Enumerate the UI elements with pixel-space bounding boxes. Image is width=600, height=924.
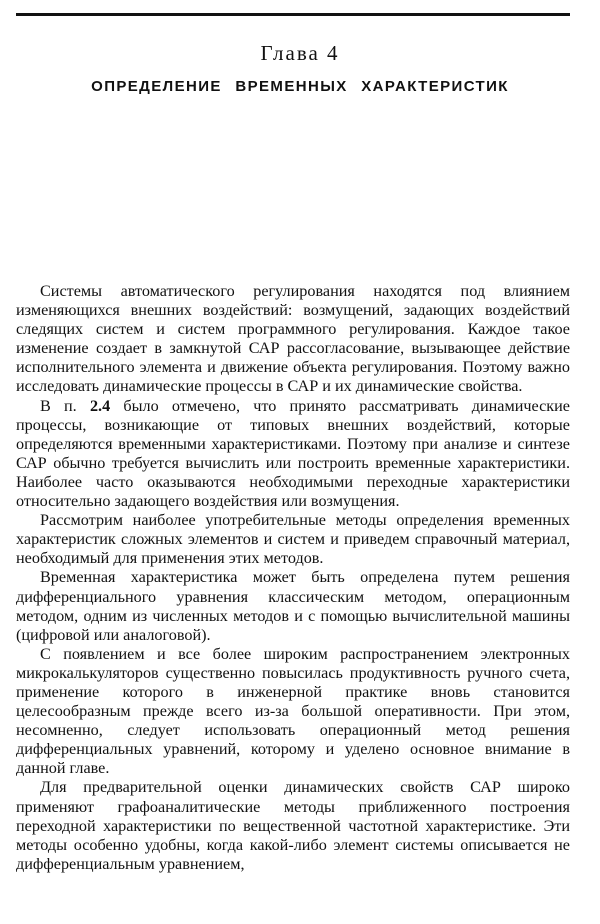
paragraph-4: Временная характеристика может быть определена путем решения дифференциального уравнения классическим методом, операционным методом, одним из численных методов и с помощью вычислительной машины (цифровой или аналоговой). [16, 568, 570, 644]
paragraph-2 [16, 397, 570, 512]
paragraph-2-text: было отмечено, что принято рассматривать динамические процессы, возникающие от типовых внешних воздействий, которые определяются временными характеристиками. Поэтому при анализе и синтезе САР обычно требуется вычислить или построить временные характеристики. Наиболее часто оказываются необходимыми переходные характеристики относительно задающего воздействия или возмущения. [16, 396, 570, 511]
paragraph-1: Системы автоматического регулирования находятся под влиянием изменяющихся внешних воздействий: возмущений, задающих воздействий следящих систем и систем программного регулирования. Каждое такое изменение создает в замкнутой САР рассогласование, вызывающее действие исполнительного элемента и движение объекта регулирования. Поэтому важно исследовать динамические процессы в САР и их динамические свойства. [16, 282, 570, 396]
paragraph-2-prefix: В п. [40, 396, 90, 415]
paragraph-5: С появлением и все более широким распространением электронных микрокалькуляторов существенно повысилась продуктивность ручного счета, применение которого в инженерной практике вновь становится целесообразным прежде всего из-за большой оперативности. При этом, несомненно, следует использовать операционный метод решения дифференциальных уравнений, которому и уделено основное внимание в данной главе. [16, 644, 570, 778]
chapter-label: Глава 4 [260, 41, 340, 65]
paragraph-6: Для предварительной оценки динамических свойств САР широко применяют графоаналитические методы приближенного построения переходной характеристики по вещественной частотной характеристике. Эти методы особенно удобны, когда какой-либо элемент системы описывается не дифференциальным уравнением, [16, 778, 570, 873]
top-rule [16, 13, 570, 16]
chapter-title: ОПРЕДЕЛЕНИЕ ВРЕМЕННЫХ ХАРАКТЕРИСТИК [91, 78, 509, 95]
section-reference: 2.4 [89, 396, 111, 415]
body-text [16, 282, 570, 874]
paragraph-3: Рассмотрим наиболее употребительные методы определения временных характеристик сложных элементов и систем и приведем справочный материал, необходимый для применения этих методов. [16, 511, 570, 568]
